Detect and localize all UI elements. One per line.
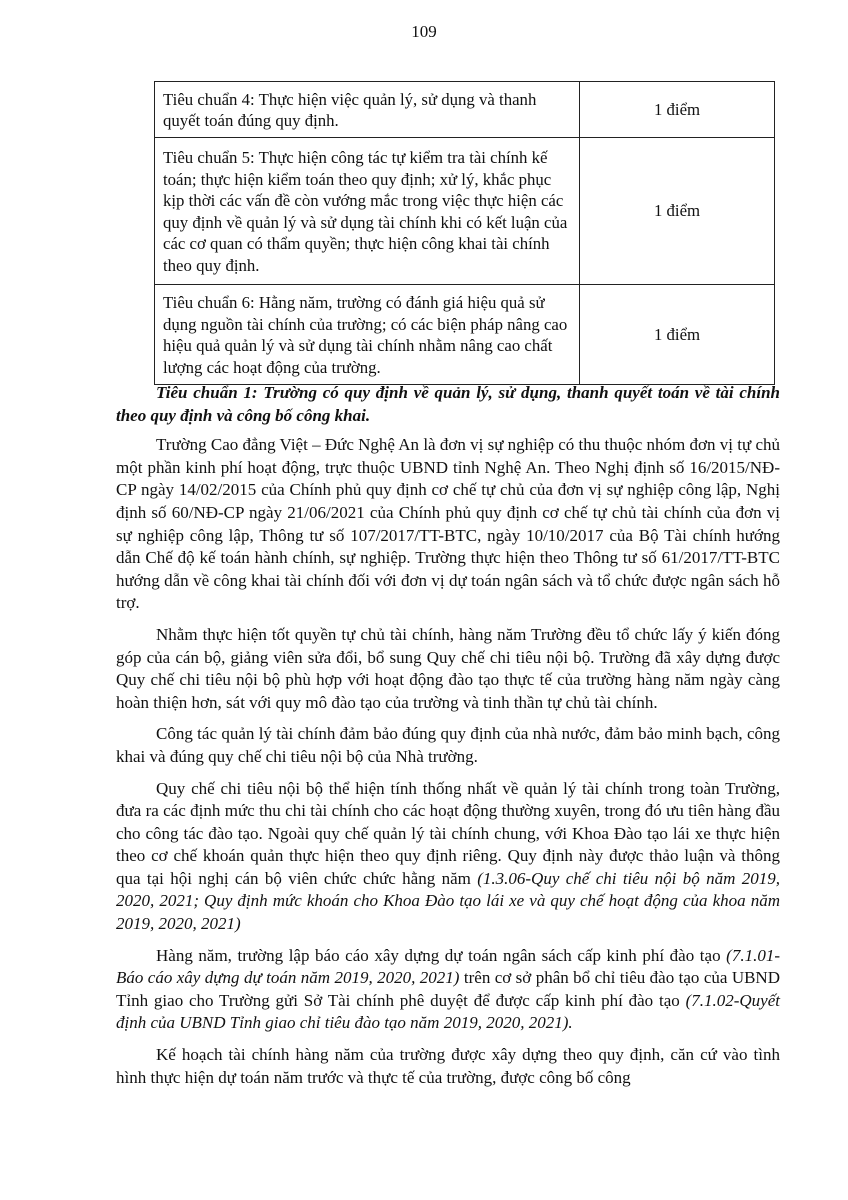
criteria-table <box>154 81 775 385</box>
criterion-score: 1 điểm <box>580 82 775 138</box>
paragraph-financial-plan: Kế hoạch tài chính hàng năm của trường được xây dựng theo quy định, căn cứ vào tình hình thực hiện dự toán năm trước và thực tế của trường, được công bố công <box>116 1045 780 1087</box>
criterion-score: 1 điểm <box>580 138 775 285</box>
criterion-description: Tiêu chuẩn 6: Hằng năm, trường có đánh giá hiệu quả sử dụng nguồn tài chính của trường; có các biện pháp nâng cao hiệu quả quản lý và sử dụng tài chính nhằm nâng cao chất lượng các hoạt động của trường. <box>155 285 580 385</box>
page-number: 109 <box>411 22 437 41</box>
criterion-description: Tiêu chuẩn 4: Thực hiện việc quản lý, sử dụng và thanh quyết toán đúng quy định. <box>155 82 580 138</box>
paragraph-text: Quy chế chi tiêu nội bộ thể hiện tính thống nhất về quản lý tài chính trong toàn Trường, đưa ra các định mức thu chi tài chính cho các hoạt động thường xuyên, trong đó ưu tiên hàng đầu cho công tác đào tạo. Ngoài quy chế quản lý tài chính chung, với Khoa Đào tạo lái xe thực hiện theo cơ chế khoán quản thực hiện theo quy định riêng. Quy định này được thảo luận và thông qua tại hội nghị cán bộ viên chức chức hằng năm <box>116 778 780 888</box>
paragraph-financial-management: Công tác quản lý tài chính đảm bảo đúng quy định của nhà nước, đảm bảo minh bạch, công khai và đúng quy chế chi tiêu nội bộ của Nhà trường. <box>116 724 780 766</box>
paragraph-text: Hàng năm, trường lập báo cáo xây dựng dự toán ngân sách cấp kinh phí đào tạo <box>156 945 727 965</box>
paragraph-spending-rules <box>116 778 780 936</box>
evidence-reference: (7.1.01-Báo cáo xây dựng dự toán năm 2019, 2020, 2021) <box>116 945 780 988</box>
paragraph-text: trên cơ sở phân bổ chỉ tiêu đào tạo của UBND Tỉnh giao cho Trường gửi Sở Tài chính phê duyệt để được cấp kinh phí đào tạo <box>116 968 780 1010</box>
paragraph-internal-regulation: Nhằm thực hiện tốt quyền tự chủ tài chính, hàng năm Trường đều tổ chức lấy ý kiến đóng góp của cán bộ, giảng viên sửa đổi, bổ sung Quy chế chi tiêu nội bộ. Trường đã xây dựng được Quy chế chi tiêu nội bộ phù hợp với hoạt động đào tạo thực tế của trường hàng năm ngày càng hoàn thiện hơn, sát với quy mô đào tạo của trường và tinh thần tự chủ tài chính. <box>116 624 780 712</box>
table-row <box>155 82 775 138</box>
table-row <box>155 138 775 285</box>
paragraph-budget-estimate <box>116 945 780 1035</box>
evidence-reference: (7.1.02-Quyết định của UBND Tỉnh giao chỉ tiêu đào tạo năm 2019, 2020, 2021). <box>116 990 780 1033</box>
criterion-description: Tiêu chuẩn 5: Thực hiện công tác tự kiểm tra tài chính kế toán; thực hiện kiểm toán theo quy định; xử lý, khắc phục kịp thời các vấn đề còn vướng mắc trong việc thực hiện các quy định về quản lý và sử dụng tài chính khi có kết luận của các cơ quan có thẩm quyền; thực hiện công khai tài chính theo quy định. <box>155 138 580 285</box>
table-row <box>155 285 775 385</box>
criterion-score: 1 điểm <box>580 285 775 385</box>
section-heading: Tiêu chuẩn 1: Trường có quy định về quản lý, sử dụng, thanh quyết toán về tài chính theo quy định và công bố công khai. <box>116 383 780 425</box>
section-content <box>116 382 780 1098</box>
evidence-reference: (1.3.06-Quy chế chi tiêu nội bộ năm 2019, 2020, 2021; Quy định mức khoán cho Khoa Đào tạo lái xe và quy chế hoạt động của khoa năm 2019, 2020, 2021) <box>116 868 780 934</box>
paragraph-legal-basis: Trường Cao đẳng Việt – Đức Nghệ An là đơn vị sự nghiệp có thu thuộc nhóm đơn vị tự chủ một phần kinh phí hoạt động, trực thuộc UBND tỉnh Nghệ An. Theo Nghị định số 16/2015/NĐ-CP ngày 14/02/2015 của Chính phủ quy định cơ chế tự chủ của đơn vị sự nghiệp công lập, Nghị định số 60/NĐ-CP ngày 21/06/2021 của Chính phủ quy định cơ chế tự chủ tài chính của đơn vị sự nghiệp công lập, Thông tư số 107/2017/TT-BTC, ngày 10/10/2017 của Bộ Tài chính hướng dẫn Chế độ kế toán hành chính, sự nghiệp. Trường thực hiện theo Thông tư số 61/2017/TT-BTC hướng dẫn về công khai tài chính đối với đơn vị dự toán ngân sách và tổ chức được ngân sách hỗ trợ. <box>116 435 780 613</box>
